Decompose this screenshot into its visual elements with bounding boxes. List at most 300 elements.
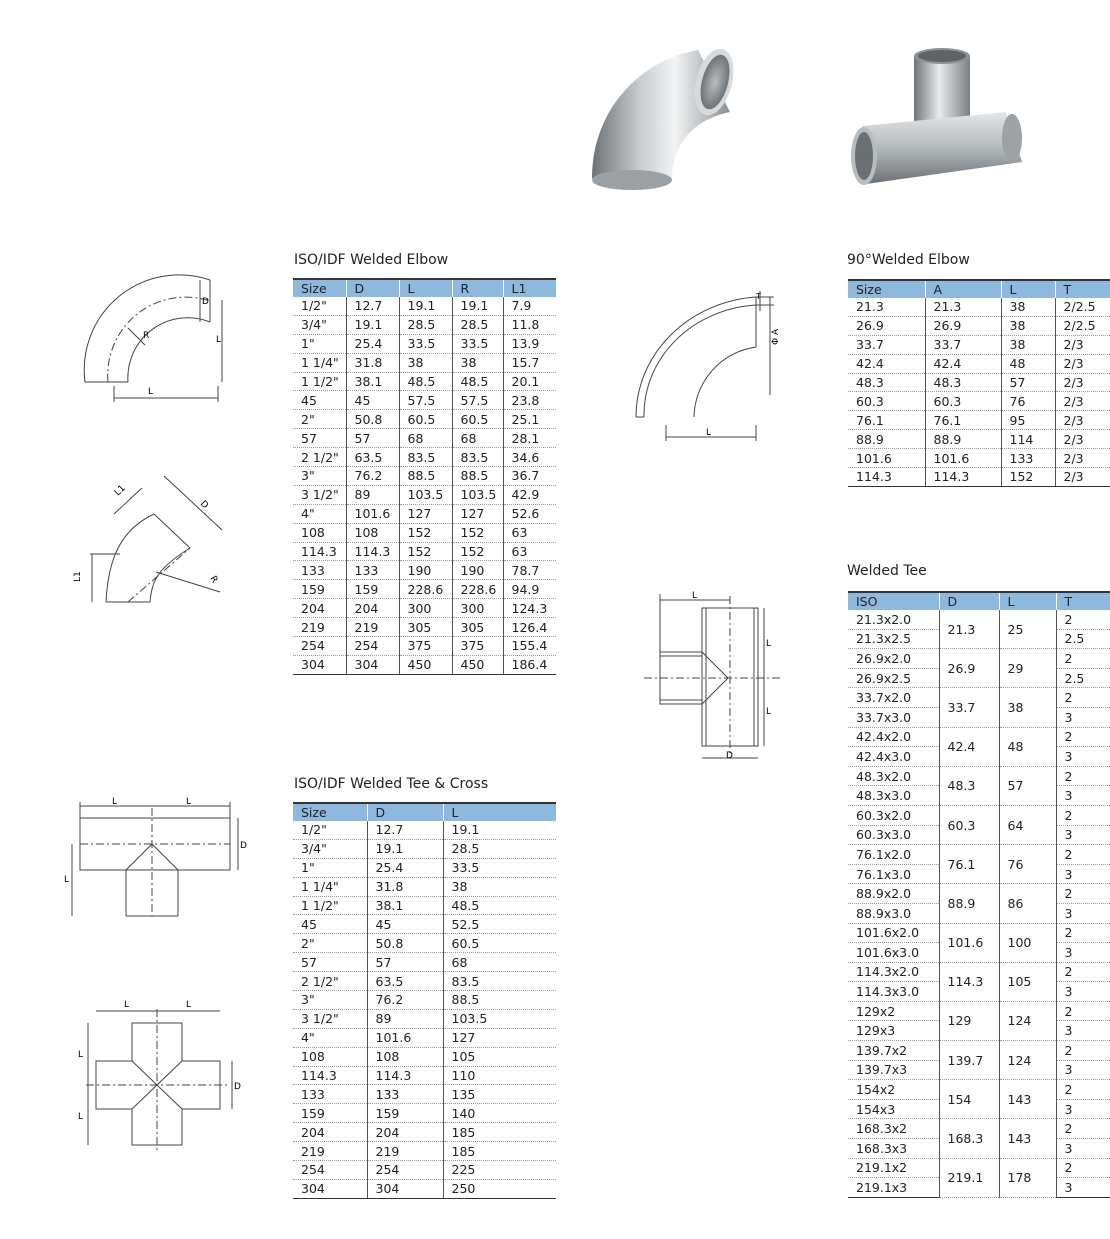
t-cell: 2 (1056, 1001, 1110, 1021)
table-cell: 12.7 (346, 297, 399, 315)
table-row (848, 316, 1110, 335)
elbow-45-drawing (70, 470, 240, 610)
t-cell: 3 (1056, 1178, 1110, 1198)
table-cell: 76 (1001, 392, 1055, 411)
table-cell: 19.1 (399, 297, 452, 315)
iso-cell: 60.3x2.0 (848, 805, 939, 825)
table-row (848, 923, 1110, 943)
table-cell: 2/3 (1055, 411, 1110, 430)
t-cell: 3 (1056, 747, 1110, 767)
l-cell: 100 (999, 923, 1056, 962)
table-row (848, 449, 1110, 468)
column-header: D (346, 279, 399, 297)
table-cell: 159 (367, 1104, 443, 1123)
table-cell: 15.7 (503, 353, 556, 372)
table-cell: 133 (293, 1085, 367, 1104)
table-row (293, 1179, 556, 1198)
table-cell: 48.3 (848, 373, 925, 392)
table-row (848, 468, 1110, 487)
table-cell: 68 (443, 953, 556, 972)
table-cell: 31.8 (346, 353, 399, 372)
iso-cell: 88.9x2.0 (848, 884, 939, 904)
table-row (848, 298, 1110, 316)
table-row (293, 915, 556, 934)
table-cell: 63.5 (367, 972, 443, 991)
table-cell: 2" (293, 934, 367, 953)
table-cell: 375 (399, 637, 452, 656)
table-row (293, 1123, 556, 1142)
table-cell: 25.4 (367, 858, 443, 877)
iso-cell: 33.7x3.0 (848, 707, 939, 727)
table-cell: 76.2 (367, 991, 443, 1010)
table-cell: 45 (346, 391, 399, 410)
l-cell: 25 (999, 610, 1056, 649)
iso-cell: 33.7x2.0 (848, 688, 939, 708)
iso-cell: 219.1x3 (848, 1178, 939, 1198)
table-cell: 60.3 (848, 392, 925, 411)
table-cell: 1 1/2" (293, 896, 367, 915)
d-cell: 101.6 (939, 923, 999, 962)
table-header-row (293, 803, 556, 821)
table-cell: 305 (452, 618, 503, 637)
table-cell: 228.6 (399, 580, 452, 599)
table-cell: 52.5 (443, 915, 556, 934)
table-cell: 190 (452, 561, 503, 580)
table-cell: 2/3 (1055, 468, 1110, 487)
column-header: T (1056, 592, 1110, 610)
table-cell: 103.5 (452, 485, 503, 504)
table-cell: 114.3 (848, 468, 925, 487)
table-cell: 185 (443, 1123, 556, 1142)
table-row (293, 580, 556, 599)
t-cell: 3 (1056, 864, 1110, 884)
table-cell: 190 (399, 561, 452, 580)
table-row (293, 315, 556, 334)
table-row (848, 411, 1110, 430)
dim-l-right-label: L (186, 797, 192, 807)
table-cell: 110 (443, 1066, 556, 1085)
table-cell: 254 (346, 637, 399, 656)
table-row (293, 391, 556, 410)
table-cell: 108 (346, 523, 399, 542)
table-cell: 204 (293, 1123, 367, 1142)
table-cell: 83.5 (452, 448, 503, 467)
dim-r-label: R (207, 574, 220, 585)
table-row (848, 727, 1110, 747)
dim-d-label: D (202, 297, 209, 307)
iso-cell: 21.3x2.0 (848, 610, 939, 629)
t-cell: 3 (1056, 786, 1110, 806)
table-cell: 152 (1001, 468, 1055, 487)
table-cell: 21.3 (925, 298, 1001, 316)
dim-r-label: R (143, 331, 150, 341)
table-cell: 114.3 (925, 468, 1001, 487)
table-cell: 127 (452, 504, 503, 523)
t-cell: 2 (1056, 766, 1110, 786)
table-cell: 219 (293, 1142, 367, 1161)
d-cell: 168.3 (939, 1119, 999, 1158)
table-cell: 103.5 (399, 485, 452, 504)
table-row (293, 934, 556, 953)
table-cell: 76.1 (925, 411, 1001, 430)
table-cell: 57 (293, 429, 346, 448)
table-cell: 305 (399, 618, 452, 637)
table-cell: 28.1 (503, 429, 556, 448)
iso-tee-cross-title: ISO/IDF Welded Tee & Cross (294, 776, 489, 792)
table-cell: 1" (293, 858, 367, 877)
table-cell: 1/2" (293, 821, 367, 839)
dim-l-down-label: L (78, 1112, 84, 1122)
table-row (848, 354, 1110, 373)
column-header: Size (848, 280, 925, 298)
table-cell: 450 (399, 655, 452, 674)
table-cell: 450 (452, 655, 503, 674)
table-cell: 68 (399, 429, 452, 448)
table-row (848, 610, 1110, 629)
table-cell: 101.6 (925, 449, 1001, 468)
t-cell: 2 (1056, 688, 1110, 708)
table-row (848, 392, 1110, 411)
dim-l1-top-label: L1 (113, 483, 128, 499)
dim-l-up-label: L (766, 639, 772, 649)
table-cell: 38.1 (346, 372, 399, 391)
table-row (848, 962, 1110, 982)
column-header: Size (293, 803, 367, 821)
table-cell: 127 (443, 1028, 556, 1047)
table-cell: 12.7 (367, 821, 443, 839)
d-cell: 26.9 (939, 649, 999, 688)
iso-cell: 114.3x2.0 (848, 962, 939, 982)
t-cell: 3 (1056, 707, 1110, 727)
table-cell: 101.6 (848, 449, 925, 468)
iso-cell: 60.3x3.0 (848, 825, 939, 845)
table-cell: 26.9 (925, 316, 1001, 335)
table-row (848, 335, 1110, 354)
l-cell: 143 (999, 1119, 1056, 1158)
iso-cell: 26.9x2.0 (848, 649, 939, 669)
table-cell: 76.2 (346, 467, 399, 486)
table-cell: 225 (443, 1161, 556, 1180)
table-cell: 63 (503, 542, 556, 561)
table-cell: 38 (1001, 316, 1055, 335)
column-header: L1 (503, 279, 556, 297)
table-cell: 63.5 (346, 448, 399, 467)
table-row (293, 599, 556, 618)
table-cell: 300 (399, 599, 452, 618)
table-row (848, 845, 1110, 865)
table-cell: 25.4 (346, 334, 399, 353)
table-cell: 1" (293, 334, 346, 353)
dim-l-top-label: L (692, 591, 698, 601)
table-cell: 140 (443, 1104, 556, 1123)
table-cell: 152 (399, 542, 452, 561)
l-cell: 38 (999, 688, 1056, 727)
table-cell: 3" (293, 991, 367, 1010)
dim-l-vert-label: L (64, 875, 70, 885)
iso-cross-drawing (70, 995, 245, 1155)
table-cell: 2/3 (1055, 335, 1110, 354)
table-cell: 2/3 (1055, 449, 1110, 468)
table-cell: 48.3 (925, 373, 1001, 392)
table-cell: 89 (367, 1009, 443, 1028)
table-cell: 2/3 (1055, 373, 1110, 392)
column-header: L (443, 803, 556, 821)
iso-cell: 129x2 (848, 1001, 939, 1021)
t-cell: 3 (1056, 1060, 1110, 1080)
dim-l-left-label: L (124, 1000, 130, 1010)
table-cell: 108 (367, 1047, 443, 1066)
table-cell: 135 (443, 1085, 556, 1104)
table-row (293, 448, 556, 467)
iso-cell: 76.1x3.0 (848, 864, 939, 884)
table-cell: 11.8 (503, 315, 556, 334)
iso-cell: 42.4x2.0 (848, 727, 939, 747)
table-cell: 60.5 (399, 410, 452, 429)
table-row (848, 688, 1110, 708)
d-cell: 154 (939, 1080, 999, 1119)
table-cell: 57.5 (399, 391, 452, 410)
table-cell: 105 (443, 1047, 556, 1066)
d-cell: 139.7 (939, 1041, 999, 1080)
table-cell: 2/2.5 (1055, 316, 1110, 335)
table-cell: 2" (293, 410, 346, 429)
d-cell: 129 (939, 1001, 999, 1040)
dim-d-label: D (234, 1082, 241, 1092)
dim-d-label: D (197, 499, 210, 512)
table-cell: 26.9 (848, 316, 925, 335)
table-cell: 28.5 (399, 315, 452, 334)
iso-tee-cross-table (293, 802, 556, 1199)
iso-elbow-drawing (70, 270, 230, 410)
iso-cell: 26.9x2.5 (848, 668, 939, 688)
table-row (293, 821, 556, 839)
table-cell: 63 (503, 523, 556, 542)
l-cell: 29 (999, 649, 1056, 688)
table-cell: 88.5 (399, 467, 452, 486)
table-cell: 19.1 (367, 839, 443, 858)
table-cell: 3" (293, 467, 346, 486)
table-header-row (848, 592, 1110, 610)
table-row (293, 410, 556, 429)
t-cell: 2.5 (1056, 629, 1110, 649)
table-cell: 228.6 (452, 580, 503, 599)
table-cell: 133 (367, 1085, 443, 1104)
table-cell: 7.9 (503, 297, 556, 315)
iso-cell: 129x3 (848, 1021, 939, 1041)
table-cell: 48.5 (399, 372, 452, 391)
table-cell: 57 (367, 953, 443, 972)
t-cell: 2 (1056, 923, 1110, 943)
table-cell: 3/4" (293, 839, 367, 858)
table-row (293, 485, 556, 504)
column-header: L (399, 279, 452, 297)
table-cell: 204 (346, 599, 399, 618)
iso-cell: 42.4x3.0 (848, 747, 939, 767)
table-cell: 33.5 (399, 334, 452, 353)
table-cell: 204 (293, 599, 346, 618)
table-cell: 155.4 (503, 637, 556, 656)
t-cell: 3 (1056, 1021, 1110, 1041)
t-cell: 2 (1056, 1041, 1110, 1061)
table-row (293, 655, 556, 674)
d-cell: 33.7 (939, 688, 999, 727)
l-cell: 105 (999, 962, 1056, 1001)
table-cell: 1 1/2" (293, 372, 346, 391)
t-cell: 2 (1056, 649, 1110, 669)
table-cell: 108 (293, 523, 346, 542)
table-cell: 48 (1001, 354, 1055, 373)
table-row (848, 1041, 1110, 1061)
table-cell: 219 (367, 1142, 443, 1161)
elbow-90-title: 90°Welded Elbow (847, 252, 970, 268)
iso-cell: 168.3x2 (848, 1119, 939, 1139)
iso-cell: 139.7x3 (848, 1060, 939, 1080)
table-cell: 2/2.5 (1055, 298, 1110, 316)
table-row (848, 649, 1110, 669)
table-header-row (293, 279, 556, 297)
table-cell: 101.6 (346, 504, 399, 523)
table-row (293, 467, 556, 486)
table-cell: 4" (293, 504, 346, 523)
table-row (293, 858, 556, 877)
table-cell: 50.8 (367, 934, 443, 953)
table-cell: 19.1 (452, 297, 503, 315)
table-cell: 23.8 (503, 391, 556, 410)
table-cell: 42.9 (503, 485, 556, 504)
iso-cell: 48.3x3.0 (848, 786, 939, 806)
iso-cell: 48.3x2.0 (848, 766, 939, 786)
table-row (293, 1085, 556, 1104)
table-row (293, 372, 556, 391)
iso-elbow-table (293, 278, 556, 675)
table-cell: 185 (443, 1142, 556, 1161)
table-row (293, 334, 556, 353)
dim-l-right-label: L (186, 1000, 192, 1010)
column-header: A (925, 280, 1001, 298)
table-cell: 78.7 (503, 561, 556, 580)
dim-t-label: T (756, 292, 761, 301)
table-cell: 13.9 (503, 334, 556, 353)
column-header: T (1055, 280, 1110, 298)
welded-tee-drawing (640, 590, 785, 765)
table-row (848, 1001, 1110, 1021)
table-cell: 45 (293, 915, 367, 934)
table-cell: 1/2" (293, 297, 346, 315)
elbow-90-table (848, 279, 1110, 487)
l-cell: 76 (999, 845, 1056, 884)
l-cell: 64 (999, 805, 1056, 844)
table-cell: 159 (293, 1104, 367, 1123)
table-cell: 76.1 (848, 411, 925, 430)
table-cell: 38 (399, 353, 452, 372)
table-cell: 108 (293, 1047, 367, 1066)
table-cell: 304 (346, 655, 399, 674)
column-header: R (452, 279, 503, 297)
elbow-photo (580, 40, 750, 215)
table-cell: 48.5 (452, 372, 503, 391)
table-cell: 4" (293, 1028, 367, 1047)
table-cell: 114.3 (293, 542, 346, 561)
table-cell: 52.6 (503, 504, 556, 523)
tee-photo (846, 44, 1028, 219)
table-row (293, 542, 556, 561)
table-cell: 250 (443, 1179, 556, 1198)
table-cell: 219 (346, 618, 399, 637)
table-row (848, 1080, 1110, 1100)
d-cell: 114.3 (939, 962, 999, 1001)
table-cell: 25.1 (503, 410, 556, 429)
table-cell: 304 (367, 1179, 443, 1198)
dim-d-label: D (240, 841, 247, 851)
table-cell: 28.5 (452, 315, 503, 334)
iso-cell: 154x3 (848, 1099, 939, 1119)
iso-cell: 101.6x3.0 (848, 943, 939, 963)
table-cell: 152 (452, 542, 503, 561)
table-cell: 3 1/2" (293, 1009, 367, 1028)
table-cell: 21.3 (848, 298, 925, 316)
table-row (293, 561, 556, 580)
iso-cell: 168.3x3 (848, 1139, 939, 1159)
l-cell: 86 (999, 884, 1056, 923)
t-cell: 2 (1056, 1080, 1110, 1100)
table-cell: 304 (293, 655, 346, 674)
table-cell: 88.5 (452, 467, 503, 486)
table-cell: 19.1 (346, 315, 399, 334)
table-row (293, 1009, 556, 1028)
table-cell: 3/4" (293, 315, 346, 334)
table-cell: 45 (367, 915, 443, 934)
dim-l-down-label: L (766, 707, 772, 717)
l-cell: 124 (999, 1041, 1056, 1080)
welded-tee-table (848, 591, 1110, 1198)
table-row (848, 1158, 1110, 1178)
table-cell: 57 (1001, 373, 1055, 392)
table-cell: 68 (452, 429, 503, 448)
d-cell: 88.9 (939, 884, 999, 923)
table-cell: 31.8 (367, 877, 443, 896)
iso-elbow-title: ISO/IDF Welded Elbow (294, 252, 449, 268)
table-cell: 94.9 (503, 580, 556, 599)
table-row (848, 884, 1110, 904)
table-cell: 88.9 (848, 430, 925, 449)
table-cell: 375 (452, 637, 503, 656)
table-cell: 133 (293, 561, 346, 580)
t-cell: 2 (1056, 845, 1110, 865)
d-cell: 76.1 (939, 845, 999, 884)
t-cell: 2.5 (1056, 668, 1110, 688)
table-cell: 114.3 (293, 1066, 367, 1085)
t-cell: 3 (1056, 903, 1110, 923)
table-row (293, 877, 556, 896)
d-cell: 60.3 (939, 805, 999, 844)
d-cell: 219.1 (939, 1158, 999, 1197)
table-row (293, 523, 556, 542)
dim-l-label: L (148, 387, 154, 397)
table-cell: 1 1/4" (293, 877, 367, 896)
table-cell: 254 (293, 1161, 367, 1180)
t-cell: 3 (1056, 943, 1110, 963)
t-cell: 2 (1056, 610, 1110, 629)
t-cell: 2 (1056, 884, 1110, 904)
table-row (293, 839, 556, 858)
table-row (293, 896, 556, 915)
table-cell: 45 (293, 391, 346, 410)
table-row (293, 972, 556, 991)
table-cell: 89 (346, 485, 399, 504)
column-header: D (367, 803, 443, 821)
table-row (293, 1104, 556, 1123)
table-cell: 88.9 (925, 430, 1001, 449)
